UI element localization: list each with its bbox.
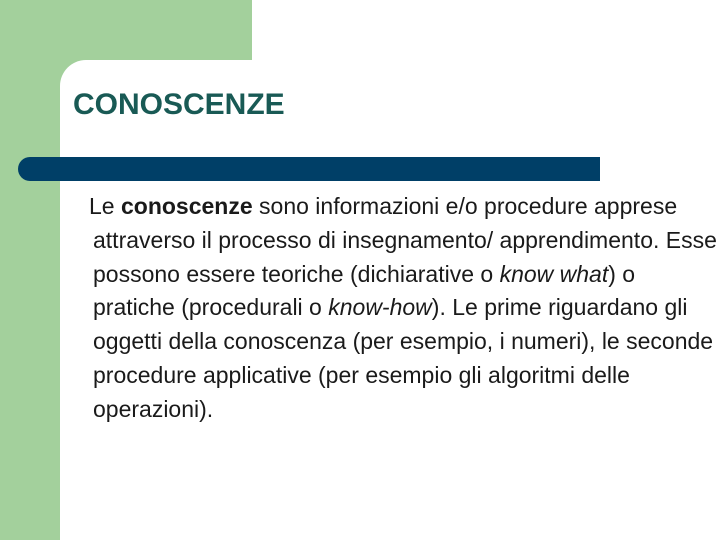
- slide-title: CONOSCENZE: [73, 88, 285, 121]
- body-paragraph: [89, 190, 718, 427]
- paragraph-text-3: ). Le prime riguardano gli oggetti della conoscenza (per esempio, i numeri), le seconde procedure applicative (per esempio gli algoritmi delle operazioni).: [93, 294, 714, 422]
- paragraph-text-1: sono informazioni e/o procedure apprese attraverso il processo di insegnamento/ apprendimento. Esse possono essere teoriche (dichiarative o: [93, 193, 717, 287]
- italic-know-what: know what: [499, 260, 609, 287]
- paragraph-lead: Le: [89, 193, 121, 219]
- paragraph-text-2: ) o pratiche (procedurali o: [93, 260, 636, 321]
- italic-know-how: know-how: [328, 294, 432, 321]
- keyword-conoscenze: conoscenze: [120, 193, 253, 219]
- title-divider-bar: [18, 157, 600, 181]
